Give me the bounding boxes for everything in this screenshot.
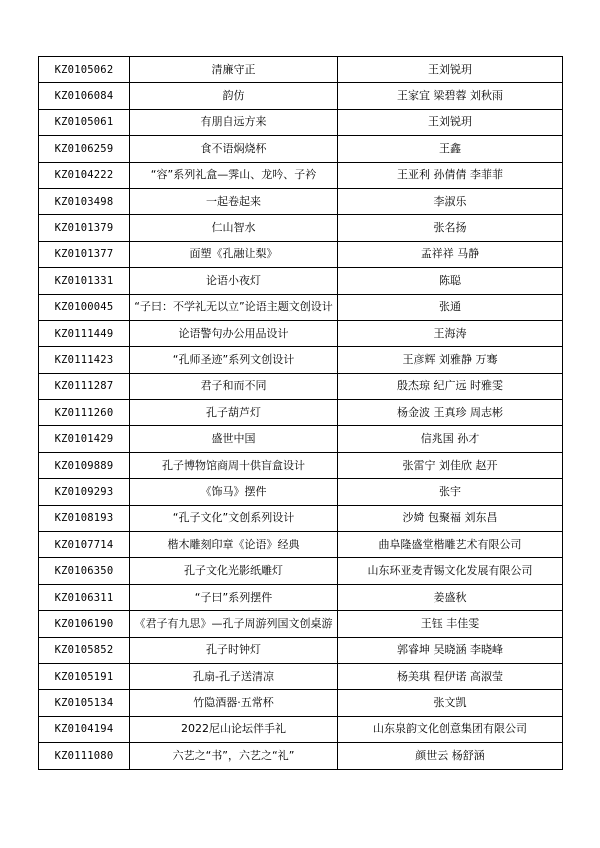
entry-code: KZ0106311 [39,584,130,610]
entry-code: KZ0101377 [39,241,130,267]
entry-authors: 张雷宁 刘佳欣 赵开 [338,452,563,478]
table-row [39,373,563,399]
entry-authors: 王刘锐玥 [338,109,563,135]
entry-title: 孔子博物馆商周十供盲盒设计 [130,452,338,478]
entry-title: 一起卷起来 [130,188,338,214]
entry-code: KZ0105852 [39,637,130,663]
entry-code: KZ0108193 [39,505,130,531]
entry-code: KZ0101429 [39,426,130,452]
entry-title: 孔扇-孔子送清凉 [130,663,338,689]
entry-authors: 曲阜隆盛堂楷雕艺术有限公司 [338,532,563,558]
entry-title: “容”系列礼盒—霁山、龙吟、子衿 [130,162,338,188]
entry-title: 孔子文化光影纸雕灯 [130,558,338,584]
table-row [39,268,563,294]
table-row [39,690,563,716]
table-row [39,347,563,373]
entry-title: 论语小夜灯 [130,268,338,294]
entry-title: 论语警句办公用品设计 [130,320,338,346]
entry-authors: 张通 [338,294,563,320]
entry-title: “子曰”系列摆件 [130,584,338,610]
entry-title: 孔子葫芦灯 [130,400,338,426]
table-row [39,83,563,109]
entry-authors: 王彦辉 刘雅静 万骞 [338,347,563,373]
entry-authors: 信兆国 孙才 [338,426,563,452]
table-row [39,109,563,135]
table-row [39,400,563,426]
table-row [39,426,563,452]
entry-code: KZ0105062 [39,57,130,83]
entry-code: KZ0104194 [39,716,130,742]
entry-code: KZ0105134 [39,690,130,716]
table-row [39,611,563,637]
entry-code: KZ0111287 [39,373,130,399]
entry-authors: 李淑乐 [338,188,563,214]
table-row [39,505,563,531]
entry-title: 食不语焖烧杯 [130,136,338,162]
entry-authors: 王钰 丰佳雯 [338,611,563,637]
entry-authors: 王海涛 [338,320,563,346]
entry-authors: 王家宜 梁碧蓉 刘秋雨 [338,83,563,109]
table-row [39,532,563,558]
entry-authors: 张宇 [338,479,563,505]
entry-code: KZ0106190 [39,611,130,637]
entry-code: KZ0103498 [39,188,130,214]
entry-code: KZ0111423 [39,347,130,373]
entry-code: KZ0106350 [39,558,130,584]
entry-title: 楷木雕刻印章《论语》经典 [130,532,338,558]
entry-authors: 杨美琪 程伊诺 高淑莹 [338,663,563,689]
entry-code: KZ0106259 [39,136,130,162]
table-row [39,162,563,188]
entry-title: “孔师圣迹”系列文创设计 [130,347,338,373]
entry-authors: 王亚利 孙倩倩 李菲菲 [338,162,563,188]
table-row [39,136,563,162]
entry-authors: 王刘锐玥 [338,57,563,83]
table-row [39,452,563,478]
table-row [39,558,563,584]
entry-authors: 张名扬 [338,215,563,241]
table-row [39,584,563,610]
entry-code: KZ0111449 [39,320,130,346]
entry-code: KZ0101331 [39,268,130,294]
table-row [39,663,563,689]
entry-title: 盛世中国 [130,426,338,452]
entry-title: 竹隐酒器·五常杯 [130,690,338,716]
table-row [39,241,563,267]
entry-code: KZ0104222 [39,162,130,188]
table-row [39,743,563,769]
entry-title: 仁山智水 [130,215,338,241]
entry-authors: 沙婍 包聚福 刘东昌 [338,505,563,531]
entry-title: 有朋自远方来 [130,109,338,135]
entry-authors: 张文凯 [338,690,563,716]
table-row [39,294,563,320]
entries-table [38,56,563,770]
entry-authors: 山东环亚麦青锡文化发展有限公司 [338,558,563,584]
entry-title: 韵仿 [130,83,338,109]
entry-title: 清廉守正 [130,57,338,83]
entry-authors: 陈聪 [338,268,563,294]
entry-title: 君子和而不同 [130,373,338,399]
entries-table-body [39,57,563,770]
table-row [39,188,563,214]
entry-title: 孔子时钟灯 [130,637,338,663]
entry-authors: 孟祥祥 马静 [338,241,563,267]
entry-authors: 山东泉韵文化创意集团有限公司 [338,716,563,742]
entry-title: 《饰马》摆件 [130,479,338,505]
entry-code: KZ0109293 [39,479,130,505]
entry-title: 六艺之“书”，六艺之“礼” [130,743,338,769]
table-row [39,637,563,663]
entry-code: KZ0111260 [39,400,130,426]
entry-code: KZ0109889 [39,452,130,478]
entry-title: 2022尼山论坛伴手礼 [130,716,338,742]
entry-authors: 王鑫 [338,136,563,162]
table-row [39,320,563,346]
table-row [39,479,563,505]
entry-code: KZ0100045 [39,294,130,320]
table-row [39,215,563,241]
entry-authors: 颜世云 杨舒涵 [338,743,563,769]
entry-code: KZ0101379 [39,215,130,241]
table-row [39,716,563,742]
entry-code: KZ0106084 [39,83,130,109]
entry-code: KZ0105191 [39,663,130,689]
entry-code: KZ0107714 [39,532,130,558]
entry-authors: 郭睿坤 吴晓涵 李晓峰 [338,637,563,663]
entry-title: “子曰：不学礼无以立”论语主题文创设计 [130,294,338,320]
entry-title: 面塑《孔融让梨》 [130,241,338,267]
table-row [39,57,563,83]
entry-authors: 殷杰琼 纪广远 时雅雯 [338,373,563,399]
entry-authors: 杨金波 王真珍 周志彬 [338,400,563,426]
entry-code: KZ0111080 [39,743,130,769]
entry-authors: 姜盛秋 [338,584,563,610]
entry-title: 《君子有九思》—孔子周游列国文创桌游 [130,611,338,637]
entry-code: KZ0105061 [39,109,130,135]
entry-title: “孔子文化”文创系列设计 [130,505,338,531]
